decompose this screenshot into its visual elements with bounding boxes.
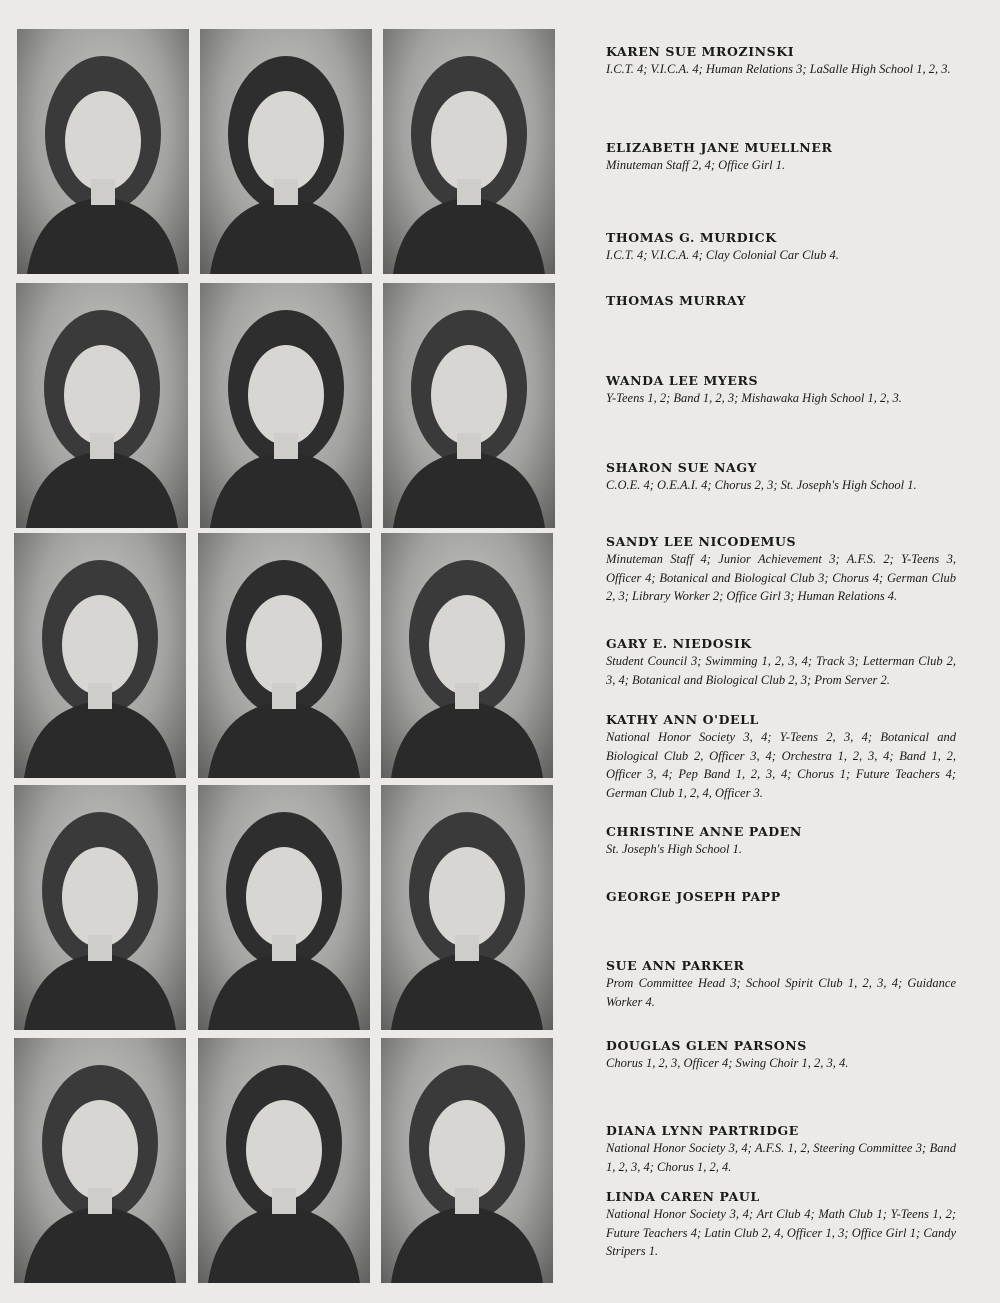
student-name: ELIZABETH JANE MUELLNER	[606, 140, 833, 155]
portrait-face	[431, 91, 507, 191]
portrait-shoulders	[393, 197, 545, 274]
portrait-neck	[457, 179, 481, 205]
portrait-photo	[383, 283, 555, 528]
portrait-photo	[16, 283, 188, 528]
portrait-face	[248, 345, 324, 445]
student-name: DOUGLAS GLEN PARSONS	[606, 1038, 807, 1053]
portrait-neck	[90, 433, 114, 459]
portrait-shoulders	[26, 451, 178, 528]
student-entry	[606, 712, 956, 802]
student-entry	[606, 44, 956, 79]
student-name: KATHY ANN O'DELL	[606, 712, 759, 727]
portrait-neck	[457, 433, 481, 459]
portrait-face	[65, 91, 141, 191]
student-name: KAREN SUE MROZINSKI	[606, 44, 795, 59]
student-activities: St. Joseph's High School 1.	[606, 842, 742, 856]
student-entry	[606, 534, 956, 606]
portrait-shoulders	[393, 451, 545, 528]
student-activities: Student Council 3; Swimming 1, 2, 3, 4; Track 3; Letterman Club 2, 3, 4; Botanical and Biological Club 2, 3; Prom Server 2.	[606, 654, 956, 687]
student-name: SHARON SUE NAGY	[606, 460, 758, 475]
portrait-shoulders	[210, 197, 362, 274]
portrait-photo	[200, 29, 372, 274]
portrait-neck	[91, 179, 115, 205]
portrait-shoulders	[391, 953, 543, 1030]
student-name: DIANA LYNN PARTRIDGE	[606, 1123, 799, 1138]
portrait-neck	[88, 935, 112, 961]
portrait-face	[429, 847, 505, 947]
portrait-neck	[88, 683, 112, 709]
student-activities: National Honor Society 3, 4; Y-Teens 2, 3, 4; Botanical and Biological Club 2, Officer 3, 4; Orchestra 1, 2, 3, 4; Band 1, 2, Officer 3, 4; Pep Band 1, 2, 3, 4; Chorus 1; Future Teachers 4; German Club 1, 2, 4, Officer 3.	[606, 730, 956, 800]
student-activities: I.C.T. 4; V.I.C.A. 4; Clay Colonial Car Club 4.	[606, 248, 839, 262]
student-name: SUE ANN PARKER	[606, 958, 745, 973]
student-activities: Prom Committee Head 3; School Spirit Club 1, 2, 3, 4; Guidance Worker 4.	[606, 976, 956, 1009]
portrait-neck	[274, 433, 298, 459]
portrait-photo	[14, 1038, 186, 1283]
student-activities: Y-Teens 1, 2; Band 1, 2, 3; Mishawaka High School 1, 2, 3.	[606, 391, 902, 405]
portrait-face	[246, 847, 322, 947]
portrait-face	[64, 345, 140, 445]
portrait-face	[431, 345, 507, 445]
student-entry	[606, 1123, 956, 1176]
student-name: GARY E. NIEDOSIK	[606, 636, 752, 651]
student-name: THOMAS MURRAY	[606, 293, 747, 308]
student-activities: I.C.T. 4; V.I.C.A. 4; Human Relations 3; LaSalle High School 1, 2, 3.	[606, 62, 951, 76]
student-entry	[606, 460, 956, 495]
portrait-face	[62, 847, 138, 947]
portrait-neck	[274, 179, 298, 205]
student-name: CHRISTINE ANNE PADEN	[606, 824, 802, 839]
portrait-face	[246, 1100, 322, 1200]
student-entry	[606, 140, 956, 175]
portrait-photo	[14, 785, 186, 1030]
student-name: GEORGE JOSEPH PAPP	[606, 889, 781, 904]
student-name: LINDA CAREN PAUL	[606, 1189, 760, 1204]
student-entry	[606, 889, 956, 905]
student-entry	[606, 373, 956, 408]
student-entry	[606, 1189, 956, 1261]
portrait-shoulders	[208, 1206, 360, 1283]
portrait-neck	[455, 1188, 479, 1214]
student-entry	[606, 636, 956, 689]
student-entry	[606, 824, 956, 859]
student-entry	[606, 230, 956, 265]
student-name: THOMAS G. MURDICK	[606, 230, 777, 245]
portrait-face	[429, 595, 505, 695]
portrait-shoulders	[391, 1206, 543, 1283]
portrait-face	[246, 595, 322, 695]
student-name: SANDY LEE NICODEMUS	[606, 534, 797, 549]
student-entry	[606, 293, 956, 309]
student-name: WANDA LEE MYERS	[606, 373, 759, 388]
portrait-face	[429, 1100, 505, 1200]
portrait-neck	[88, 1188, 112, 1214]
portrait-neck	[455, 683, 479, 709]
portrait-shoulders	[24, 953, 176, 1030]
portrait-shoulders	[24, 1206, 176, 1283]
student-entry	[606, 1038, 956, 1073]
portrait-photo	[14, 533, 186, 778]
portrait-photo	[381, 785, 553, 1030]
portrait-photo	[198, 785, 370, 1030]
student-activities: National Honor Society 3, 4; Art Club 4; Math Club 1; Y-Teens 1, 2; Future Teachers 4; Latin Club 2, 4, Officer 1, 3; Office Girl 1; Candy Stripers 1.	[606, 1207, 956, 1258]
portrait-neck	[272, 683, 296, 709]
student-activities: Chorus 1, 2, 3, Officer 4; Swing Choir 1, 2, 3, 4.	[606, 1056, 849, 1070]
student-entry	[606, 958, 956, 1011]
portrait-neck	[272, 1188, 296, 1214]
portrait-shoulders	[208, 701, 360, 778]
portrait-neck	[455, 935, 479, 961]
portrait-face	[248, 91, 324, 191]
portrait-photo	[383, 29, 555, 274]
portrait-shoulders	[208, 953, 360, 1030]
portrait-shoulders	[391, 701, 543, 778]
portrait-shoulders	[27, 197, 179, 274]
portrait-photo	[381, 533, 553, 778]
portrait-neck	[272, 935, 296, 961]
portrait-photo	[381, 1038, 553, 1283]
portrait-shoulders	[210, 451, 362, 528]
portrait-photo	[198, 533, 370, 778]
student-activities: National Honor Society 3, 4; A.F.S. 1, 2, Steering Committee 3; Band 1, 2, 3, 4; Chorus 1, 2, 4.	[606, 1141, 956, 1174]
portrait-shoulders	[24, 701, 176, 778]
portrait-photo	[198, 1038, 370, 1283]
portrait-face	[62, 1100, 138, 1200]
portrait-photo	[17, 29, 189, 274]
student-activities: Minuteman Staff 4; Junior Achievement 3; A.F.S. 2; Y-Teens 3, Officer 4; Botanical and Biological Club 3; Chorus 4; German Club 2, 3; Library Worker 2; Office Girl 3; Human Relations 4.	[606, 552, 956, 603]
student-activities: C.O.E. 4; O.E.A.I. 4; Chorus 2, 3; St. Joseph's High School 1.	[606, 478, 917, 492]
portrait-face	[62, 595, 138, 695]
student-activities: Minuteman Staff 2, 4; Office Girl 1.	[606, 158, 786, 172]
portrait-photo	[200, 283, 372, 528]
